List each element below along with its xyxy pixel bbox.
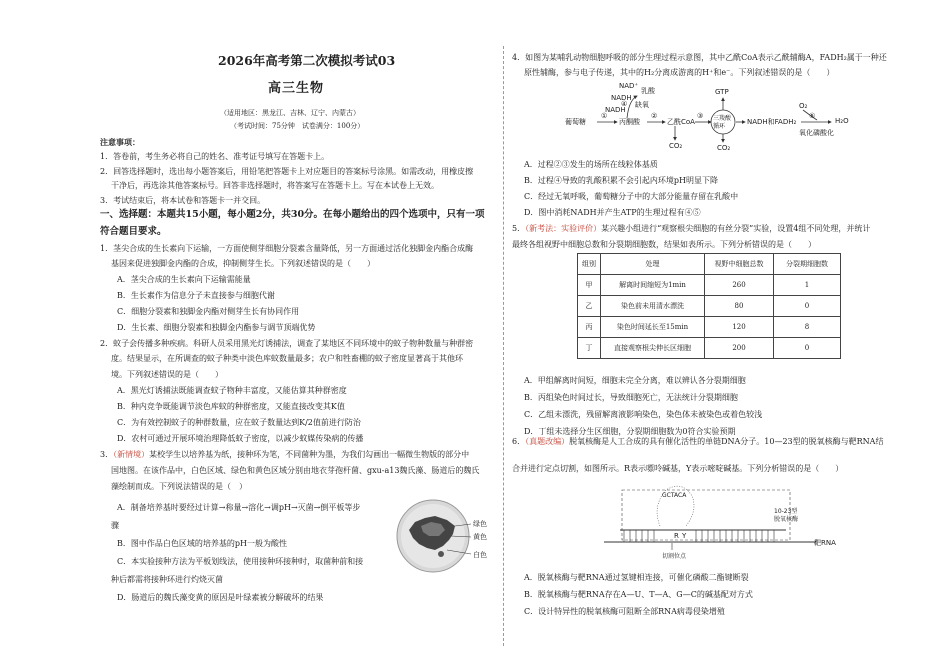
note-item: 3．考试结束后，将本试卷和答题卡一并交回。 (100, 196, 266, 205)
q3-stem: 藻绘制而成。下列说法错误的是（ ） (111, 482, 247, 491)
q3-option-c-cont: 种后都需将接种环进行灼烧灭菌 (111, 575, 223, 584)
step-4-label: ④ (621, 100, 628, 108)
table-cell: 染色前未用清水漂洗 (601, 296, 705, 317)
q3-tag: （新情境） (113, 450, 150, 459)
q2-option-a: A．黑光灯诱捕法既能调查蚊子物种丰富度，又能估算其种群密度 (117, 386, 347, 395)
section-heading: 一、选择题：本题共15小题，每小题2分，共30分。在每小题给出的四个选项中，只有一项 (100, 209, 485, 220)
nad-label: NAD⁺ (619, 82, 639, 90)
q6-text: 脱氧核酶是人工合成的具有催化活性的单链DNA分子。10—23型的脱氧核酶与靶RNA结 (569, 437, 884, 446)
co2-b-label: CO₂ (717, 144, 731, 152)
dnazyme-diagram (600, 476, 836, 566)
o2-label: O₂ (799, 102, 808, 110)
q6-option-a: A．脱氧核酶与靶RNA通过氢键相连接，可催化磷酸二酯键断裂 (524, 573, 749, 582)
q6-tag: （真题改编） (525, 437, 570, 446)
q4-option-d: D．图中消耗NADH并产生ATP的生理过程有④⑤ (524, 208, 701, 217)
q5-results-table (577, 253, 841, 359)
step-3-label: ③ (697, 112, 704, 120)
applicable-regions: （适用地区：黑龙江、吉林、辽宁、内蒙古） (220, 109, 360, 117)
q1-stem: 基因来促进独脚金内酯的合成，抑制侧芽生长。下列叙述错误的是（ ） (111, 259, 375, 268)
table-cell: 乙 (578, 296, 601, 317)
table-row (578, 338, 841, 359)
note-item: 2．回答选择题时，选出每小题答案后，用铅笔把答题卡上对应题目的答案标号涂黑。如需改动，用橡皮擦 (100, 167, 474, 176)
notes-heading: 注意事项： (100, 137, 140, 147)
table-row (578, 317, 841, 338)
exam-title: 2026年高考第二次模拟考试03 (218, 53, 396, 68)
q6-stem (512, 437, 883, 447)
q6-option-c: C．设计特异性的脱氧核酶可阻断全部RNA病毒侵染增殖 (524, 607, 725, 616)
q1-stem: 1．茎尖合成的生长素向下运输，一方面使侧芽细胞分裂素含量降低，另一方面通过活化独脚金内酯合成酶 (100, 244, 474, 253)
time-score-info: （考试时间：75分钟 试卷满分：100分） (230, 122, 365, 130)
target-rna-label: 靶RNA (814, 539, 836, 547)
q3-number: 3． (100, 450, 114, 459)
y-label: Y (682, 532, 687, 540)
step-1-label: ① (601, 112, 608, 120)
q1-option-c: C．细胞分裂素和独脚金内酯对侧芽生长有协同作用 (117, 307, 300, 316)
q2-stem: 2．蚊子会传播多种疾病。科研人员采用黑光灯诱捕法，调查了某地区不同环境中的蚊子物种数量与种群密 (100, 339, 474, 348)
h2o-label: H₂O (835, 117, 849, 125)
q6-number: 6． (512, 437, 526, 446)
dnazyme-label: 脱氧核酶 (774, 516, 799, 523)
q5-option-a: A．甲组解离时间短，细胞未完全分离，难以辨认各分裂期细胞 (524, 376, 746, 385)
q3-option-a: A．制备培养基时要经过计算→称量→溶化→调pH→灭菌→倒平板等步 (117, 503, 361, 512)
loop-sequence-label: GCTACA (662, 492, 687, 499)
table-cell: 丁 (578, 338, 601, 359)
q5-option-d: D．丁组未选择分生区细胞，分裂期细胞数为0符合实验预期 (524, 427, 736, 436)
q3-option-d: D．肠道后的魏氏藻变黄的原因是叶绿素被分解破坏的结果 (117, 593, 324, 602)
table-cell: 8 (774, 317, 841, 338)
lactate-label: 乳酸 (641, 87, 655, 95)
q2-option-c: C．为有效控制蚊子的种群数量，应在蚊子数量达到K/2值前进行防治 (117, 418, 361, 427)
r-label: R (674, 532, 679, 540)
table-cell: 0 (774, 338, 841, 359)
nadh-label: NADH (611, 94, 632, 102)
q3-option-b: B．图中作品白色区域的培养基的pH一般为酸性 (117, 539, 287, 548)
table-header-cell: 处理 (601, 254, 705, 275)
table-cell: 80 (705, 296, 774, 317)
q2-option-d: D．农村可通过开展环境治理降低蚊子密度，以减少蚊媒传染病的传播 (117, 434, 364, 443)
respiration-diagram (565, 82, 865, 156)
table-cell: 染色时间延长至15min (601, 317, 705, 338)
petri-dish-map-figure (395, 496, 495, 576)
q5-tag: （新考法：实验评价） (525, 224, 602, 233)
table-row (578, 296, 841, 317)
q1-option-a: A．茎尖合成的生长素向下运输需能量 (117, 275, 251, 284)
q1-option-b: B．生长素作为信息分子未直接参与细胞代谢 (117, 291, 275, 300)
table-cell: 0 (774, 296, 841, 317)
q2-stem: 境。下列叙述错误的是（ ） (111, 370, 223, 379)
table-cell: 丙 (578, 317, 601, 338)
acetyl-coa-label: 乙酰CoA (667, 118, 695, 126)
step-2-label: ② (651, 112, 658, 120)
table-header-cell: 视野中细胞总数 (705, 254, 774, 275)
q4-option-b: B．过程④导致的乳酸积累不会引起内环境pH明显下降 (524, 176, 718, 185)
section-heading-cont: 符合题目要求。 (100, 226, 167, 237)
q5-text: 某兴趣小组进行“观察根尖细胞的有丝分裂”实验，设置4组不同处理，并统计 (601, 224, 871, 233)
step-5-label: ⑤ (809, 112, 816, 120)
tca-label: 三羧酸循环 (713, 115, 732, 130)
nadh-fadh2-label: NADH和FADH₂ (747, 118, 797, 126)
legend-green-label: 绿色 (473, 520, 487, 528)
q2-option-b: B．种内竞争既能调节淡色库蚊的种群密度，又能直接改变其K值 (117, 402, 345, 411)
q1-option-d: D．生长素、细胞分裂素和独脚金内酯参与调节顶端优势 (117, 323, 316, 332)
nadh2-label: NADH (605, 106, 626, 114)
q5-option-c: C．乙组未漂洗，残留解离液影响染色，染色体未被染色或着色较浅 (524, 410, 763, 419)
cleavage-site-label: 切割位点 (662, 553, 687, 560)
q4-option-c: C．经过无氧呼吸，葡萄糖分子中的大部分能量存留在乳酸中 (524, 192, 739, 201)
q6-stem: 合并进行定点切割，如图所示。R表示嘌呤碱基，Y表示嘧啶碱基。下列分析错误的是（ ） (512, 464, 844, 473)
table-row (578, 275, 841, 296)
q3-stem (100, 450, 469, 460)
note-item: 干净后，再选涂其他答案标号。回答非选择题时，将答案写在答题卡上。写在本试卷上无效。 (111, 181, 439, 190)
q3-stem: 国地图。在该作品中，白色区域、绿色和黄色区域分别由地衣芽孢杆菌、gxu-a13魏氏藻、肠道后的魏氏 (111, 466, 480, 475)
column-divider (503, 46, 504, 646)
q2-stem: 度。结果显示，在所调查的蚊子种类中淡色库蚊数量最多；农户和牲畜棚的蚊子密度显著高于其他环 (111, 354, 463, 363)
q3-option-c: C．本实验接种方法为平板划线法，使用接种环接种时，取菌种前和接 (117, 557, 364, 566)
note-item: 1．答卷前，考生务必将自己的姓名、准考证号填写在答题卡上。 (100, 152, 330, 161)
table-header-row (578, 254, 841, 275)
table-cell: 甲 (578, 275, 601, 296)
gtp-label: GTP (715, 88, 729, 96)
q5-number: 5． (512, 224, 526, 233)
table-cell: 1 (774, 275, 841, 296)
legend-yellow-label: 黄色 (473, 533, 487, 541)
co2-a-label: CO₂ (669, 142, 683, 150)
q6-option-b: B．脱氧核酶与靶RNA存在A—U、T—A、G—C的碱基配对方式 (524, 590, 753, 599)
q3-option-a-cont: 骤 (111, 521, 119, 530)
exam-subject: 高三生物 (268, 81, 325, 96)
table-header-cell: 组别 (578, 254, 601, 275)
table-cell: 200 (705, 338, 774, 359)
dnazyme-type-label: 10-23型 (774, 508, 798, 515)
q5-option-b: B．丙组染色时间过长，导致细胞死亡，无法统计分裂期细胞 (524, 393, 738, 402)
q4-stem: 原性辅酶，参与电子传递，其中的H₂分离成游离的H⁺和e⁻。下列叙述错误的是（ ） (524, 68, 835, 77)
q5-stem: 最终各组视野中细胞总数和分裂期细胞数，结果如表所示。下列分析错误的是（ ） (512, 240, 816, 249)
q5-stem (512, 224, 870, 234)
oxphos-label: 氧化磷酸化 (799, 129, 834, 137)
pyruvate-label: 丙酮酸 (619, 118, 640, 126)
q3-text: 某校学生以培养基为纸，接种环为笔，不同菌种为墨，为我们勾画出一幅微生物版的部分中 (149, 450, 470, 459)
legend-white-label: 白色 (473, 551, 487, 559)
glucose-label: 葡萄糖 (565, 118, 586, 126)
table-cell: 直接观察根尖伸长区细胞 (601, 338, 705, 359)
table-cell: 260 (705, 275, 774, 296)
table-cell: 120 (705, 317, 774, 338)
q4-option-a: A．过程②③发生的场所在线粒体基质 (524, 160, 658, 169)
hypoxia-label: 缺氧 (635, 101, 649, 109)
table-cell: 解离时间缩短为1min (601, 275, 705, 296)
table-header-cell: 分裂期细胞数 (774, 254, 841, 275)
q4-stem: 4．如图为某哺乳动物细胞呼吸的部分生理过程示意图，其中乙酰CoA表示乙酰辅酶A，FADH₂属于一种还 (512, 53, 887, 62)
